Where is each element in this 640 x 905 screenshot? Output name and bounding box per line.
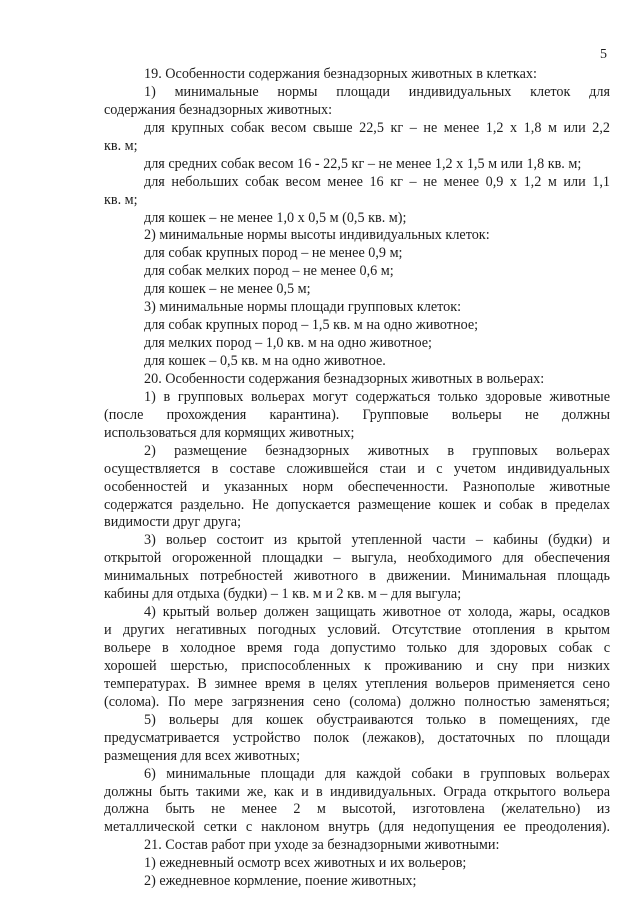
text-line: содержатся раздельно. Не допускается размещение кошек и собак в пределах xyxy=(104,496,610,513)
text-line: 3) минимальные нормы площади групповых клеток: xyxy=(144,299,462,316)
text-line: открытой огороженной площадки – выгула, необходимого для обеспечения xyxy=(104,550,610,567)
text-line: (солома). По мере загрязнения сено (солома) должно полностью заменяться; xyxy=(104,693,610,710)
text-line: 5) вольеры для кошек обустраиваются только в помещениях, где xyxy=(144,711,610,728)
text-line: для собак мелких пород – не менее 0,6 м; xyxy=(144,263,394,280)
text-line: для кошек – не менее 1,0 х 0,5 м (0,5 кв. м); xyxy=(144,209,407,226)
text-line: 4) крытый вольер должен защищать животное от холода, жары, осадков xyxy=(144,604,610,621)
text-line: должны быть такими же, как и в индивидуальных. Ограда открытого вольера xyxy=(104,783,610,800)
text-line: вольере в холодное время года допустимо только для здоровых собак с xyxy=(104,640,610,656)
text-line: содержания безнадзорных животных: xyxy=(104,101,333,118)
text-line: размещения для всех животных; xyxy=(104,747,301,764)
text-line: для кошек – не менее 0,5 м; xyxy=(144,281,311,298)
text-line: предусматривается устройство полок (лежаков), достаточных по площади xyxy=(104,729,610,746)
text-line: 21. Состав работ при уходе за безнадзорными животными: xyxy=(144,837,500,854)
text-line: 1) ежедневный осмотр всех животных и их вольеров; xyxy=(144,855,467,872)
text-line: осуществляется в составе сложившейся стаи и с учетом индивидуальных xyxy=(104,460,610,477)
text-line: использоваться для кормящих животных; xyxy=(104,424,355,441)
page-number: 5 xyxy=(600,47,607,62)
text-line: кв. м; xyxy=(104,137,138,154)
text-line: 20. Особенности содержания безнадзорных животных в вольерах: xyxy=(144,370,545,387)
document-body xyxy=(104,66,610,891)
text-line: 2) ежедневное кормление, поение животных; xyxy=(144,873,417,890)
text-line: 2) размещение безнадзорных животных в групповых вольерах xyxy=(144,442,610,459)
text-line: температурах. В зимнее время в целях утепления вольеров применяется сено xyxy=(104,675,610,692)
text-line: для собак крупных пород – не менее 0,9 м; xyxy=(144,245,403,262)
text-line: для крупных собак весом свыше 22,5 кг – не менее 1,2 х 1,8 м или 2,2 xyxy=(144,119,610,136)
text-line: 2) минимальные нормы высоты индивидуальных клеток: xyxy=(144,227,490,244)
text-line: для небольших собак весом менее 16 кг – не менее 0,9 х 1,2 м или 1,1 xyxy=(144,173,610,190)
text-line: для собак крупных пород – 1,5 кв. м на одно животное; xyxy=(144,317,479,334)
text-line: и других негативных погодных условий. Отсутствие отопления в крытом xyxy=(104,622,610,639)
text-line: 3) вольер состоит из крытой утепленной части – кабины (будки) и xyxy=(144,532,610,549)
text-line: особенностей и указанных норм обеспеченности. Разнополые животные xyxy=(104,478,610,495)
text-line: должна быть не менее 2 м высотой, изготовлена (желательно) из xyxy=(104,801,610,818)
text-line: 1) в групповых вольерах могут содержаться только здоровые животные xyxy=(144,388,610,405)
text-line: для мелких пород – 1,0 кв. м на одно животное; xyxy=(144,335,432,352)
text-line: для средних собак весом 16 - 22,5 кг – не менее 1,2 х 1,5 м или 1,8 кв. м; xyxy=(144,155,582,172)
text-line: хорошей шерстью, приспособленных к проживанию и сну при низких xyxy=(104,657,610,674)
text-line: (после прохождения карантина). Групповые вольеры не должны xyxy=(104,406,610,423)
text-line: 6) минимальные площади для каждой собаки в групповых вольерах xyxy=(144,765,610,782)
text-line: кабины для отдыха (будки) – 1 кв. м и 2 кв. м – для выгула; xyxy=(104,586,462,603)
text-line: 1) минимальные нормы площади индивидуальных клеток для xyxy=(144,83,610,100)
text-line: металлической сетки с наклоном внутрь (для недопущения ее преодоления). xyxy=(104,819,610,836)
text-line: видимости друг друга; xyxy=(104,514,242,531)
text-line: кв. м; xyxy=(104,191,138,208)
text-line: для кошек – 0,5 кв. м на одно животное. xyxy=(144,353,386,369)
text-line: минимальных потребностей животного в движении. Минимальная площадь xyxy=(104,568,610,585)
text-line: 19. Особенности содержания безнадзорных животных в клетках: xyxy=(144,66,537,82)
